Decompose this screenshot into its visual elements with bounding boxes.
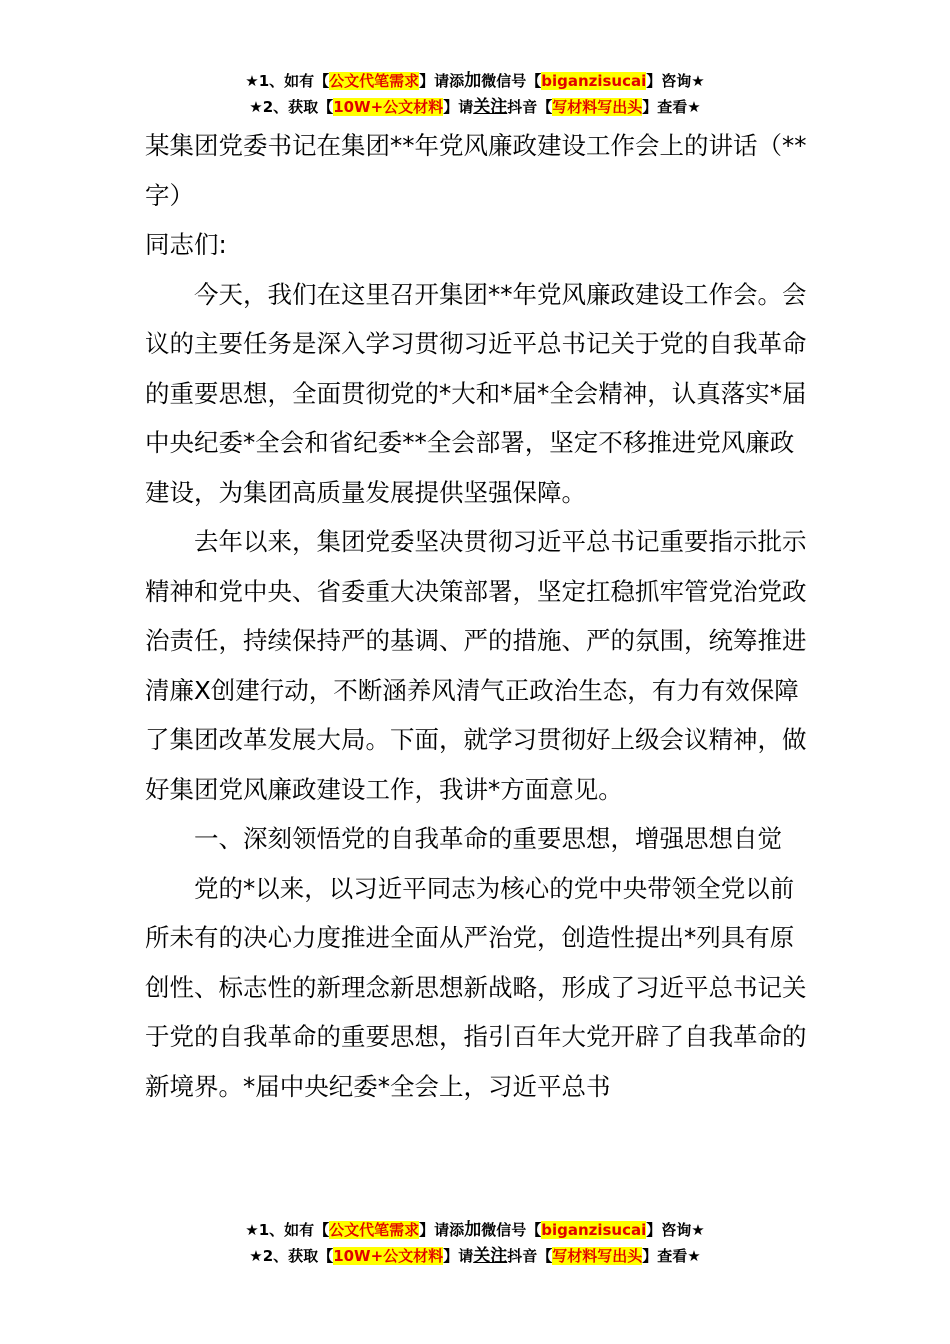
banner-text: 加	[464, 1220, 482, 1240]
salutation: 同志们:	[145, 230, 227, 259]
footer-banner	[0, 1217, 950, 1269]
banner-highlight: 10W+公文材料	[333, 1247, 444, 1265]
document-body	[145, 121, 810, 1111]
banner-highlight: 公文代笔需求	[329, 1221, 420, 1239]
paragraph: 去年以来，集团党委坚决贯彻习近平总书记重要指示批示精神和党中央、省委重大决策部署，坚定扛稳抓牢管党治党政治责任，持续保持严的基调、严的措施、严的氛围，统筹推进清廉X创建行动，不断涵养风清气正政治生态，有力有效保障了集团改革发展大局。下面，就学习贯彻好上级会议精神，做好集团党风廉政建设工作，我讲*方面意见。	[145, 527, 807, 804]
banner-text: ★1、如有【	[245, 72, 330, 90]
banner-line-1	[0, 68, 950, 94]
banner-text: ★2、获取【	[249, 1247, 334, 1265]
banner-text: 抖音【	[507, 98, 553, 116]
banner-douyin-id: 写材料写出头	[552, 98, 643, 116]
banner-text: 】查看★	[642, 98, 701, 116]
banner-text: 】请添	[419, 1221, 465, 1239]
banner-line-2	[0, 1243, 950, 1269]
banner-text: 微信号【	[481, 72, 542, 90]
banner-wechat-id: biganzisucai	[541, 1221, 647, 1239]
document-title: 某集团党委书记在集团**年党风廉政建设工作会上的讲话（**字）	[145, 131, 807, 210]
banner-text: 关注	[473, 97, 508, 117]
banner-text: 】咨询★	[646, 1221, 705, 1239]
banner-text: 】请添	[419, 72, 465, 90]
paragraph: 今天，我们在这里召开集团**年党风廉政建设工作会。会议的主要任务是深入学习贯彻习近平总书记关于党的自我革命的重要思想，全面贯彻党的*大和*届*全会精神，认真落实*届中央纪委*全会和省纪委**全会部署，坚定不移推进党风廉政建设，为集团高质量发展提供坚强保障。	[145, 279, 807, 507]
banner-douyin-id: 写材料写出头	[552, 1247, 643, 1265]
banner-text: 加	[464, 71, 482, 91]
banner-text: 抖音【	[507, 1247, 553, 1265]
banner-text: 微信号【	[481, 1221, 542, 1239]
paragraph: 党的*以来，以习近平同志为核心的党中央带领全党以前所未有的决心力度推进全面从严治党，创造性提出*列具有原创性、标志性的新理念新思想新战略，形成了习近平总书记关于党的自我革命的重要思想，指引百年大党开辟了自我革命的新境界。*届中央纪委*全会上，习近平总书	[145, 873, 807, 1101]
banner-line-1	[0, 1217, 950, 1243]
header-banner	[0, 68, 950, 120]
banner-highlight: 公文代笔需求	[329, 72, 420, 90]
banner-text: 关注	[473, 1246, 508, 1266]
section-heading: 一、深刻领悟党的自我革命的重要思想，增强思想自觉	[194, 824, 782, 853]
banner-text: 】查看★	[642, 1247, 701, 1265]
banner-text: 】请	[443, 1247, 474, 1265]
banner-text: ★1、如有【	[245, 1221, 330, 1239]
banner-text: 】咨询★	[646, 72, 705, 90]
banner-wechat-id: biganzisucai	[541, 72, 647, 90]
banner-text: ★2、获取【	[249, 98, 334, 116]
banner-text: 】请	[443, 98, 474, 116]
banner-highlight: 10W+公文材料	[333, 98, 444, 116]
banner-line-2	[0, 94, 950, 120]
